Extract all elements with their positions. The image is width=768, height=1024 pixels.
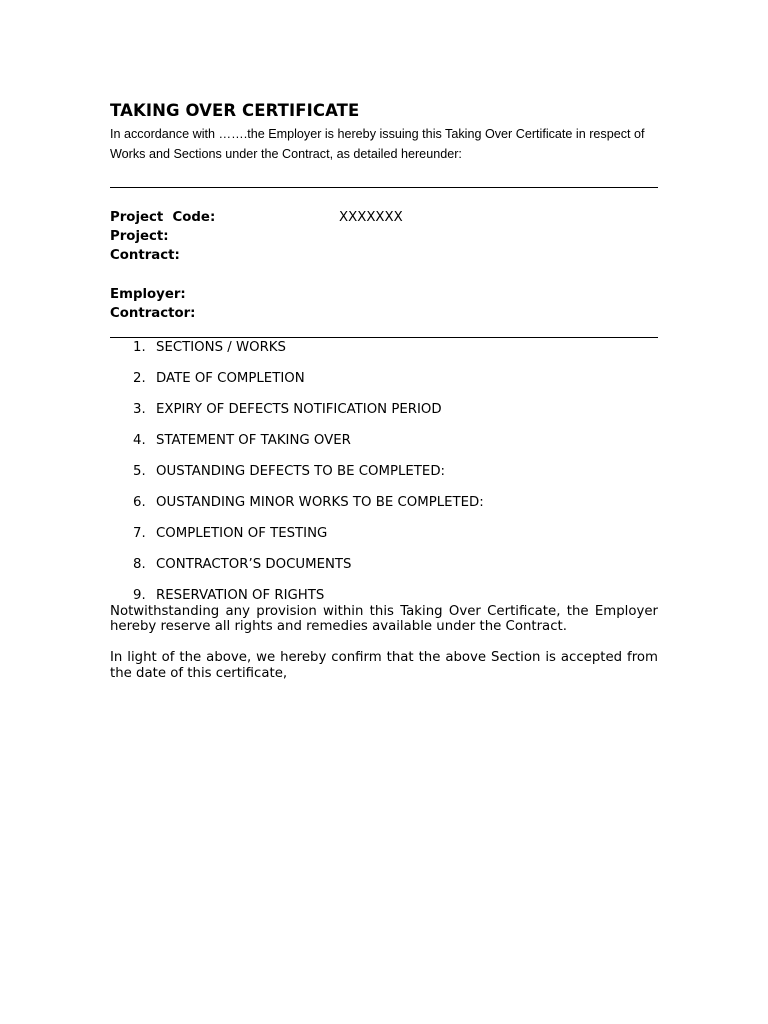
project-row [110,227,658,246]
contractor-row [110,304,658,323]
list-item-text: COMPLETION OF TESTING [156,526,328,541]
details-fields [110,208,658,323]
certificate-items-list [110,339,658,604]
contract-label: Contract: [110,248,180,263]
document-page [110,100,658,681]
list-item-text: RESERVATION OF RIGHTS [156,588,325,603]
contract-row [110,246,658,265]
list-item-number: 1. [133,340,146,355]
list-item [110,525,658,556]
employer-row [110,285,658,304]
contractor-label: Contractor: [110,306,196,321]
document-title: TAKING OVER CERTIFICATE [110,101,360,120]
employer-label: Employer: [110,287,186,302]
middle-divider [110,337,658,338]
list-item [110,401,658,432]
list-item [110,494,658,525]
project-code-value: XXXXXXX [339,210,403,225]
list-item [110,556,658,587]
list-item-text: EXPIRY OF DEFECTS NOTIFICATION PERIOD [156,402,442,417]
list-item-text: OUSTANDING MINOR WORKS TO BE COMPLETED: [156,495,484,510]
reservation-paragraph: Notwithstanding any provision within this Taking Over Certificate, the Employer hereby reserve all rights and remedies available under the Contract. [110,604,658,635]
list-item-number: 5. [133,464,146,479]
list-item [110,587,658,604]
list-item-number: 8. [133,557,146,572]
list-item-number: 4. [133,433,146,448]
list-item-text: SECTIONS / WORKS [156,340,286,355]
confirmation-paragraph: In light of the above, we hereby confirm that the above Section is accepted from the date of this certificate, [110,650,658,681]
list-item-text: OUSTANDING DEFECTS TO BE COMPLETED: [156,464,446,479]
project-code-label: Project Code: [110,210,216,225]
list-item-number: 3. [133,402,146,417]
top-divider [110,187,658,188]
list-item [110,339,658,370]
list-item-text: STATEMENT OF TAKING OVER [156,433,351,448]
field-spacer [110,265,658,285]
list-item-number: 7. [133,526,146,541]
list-item [110,432,658,463]
list-item [110,370,658,401]
list-item-number: 9. [133,588,146,603]
project-label: Project: [110,229,169,244]
list-item-number: 6. [133,495,146,510]
list-item-text: CONTRACTOR’S DOCUMENTS [156,557,352,572]
project-code-row [110,208,658,227]
intro-paragraph: In accordance with …….the Employer is hereby issuing this Taking Over Certificate in respect of Works and Sections under the Contract, as detailed hereunder: [110,127,645,161]
list-item-number: 2. [133,371,146,386]
list-item-text: DATE OF COMPLETION [156,371,305,386]
list-item [110,463,658,494]
